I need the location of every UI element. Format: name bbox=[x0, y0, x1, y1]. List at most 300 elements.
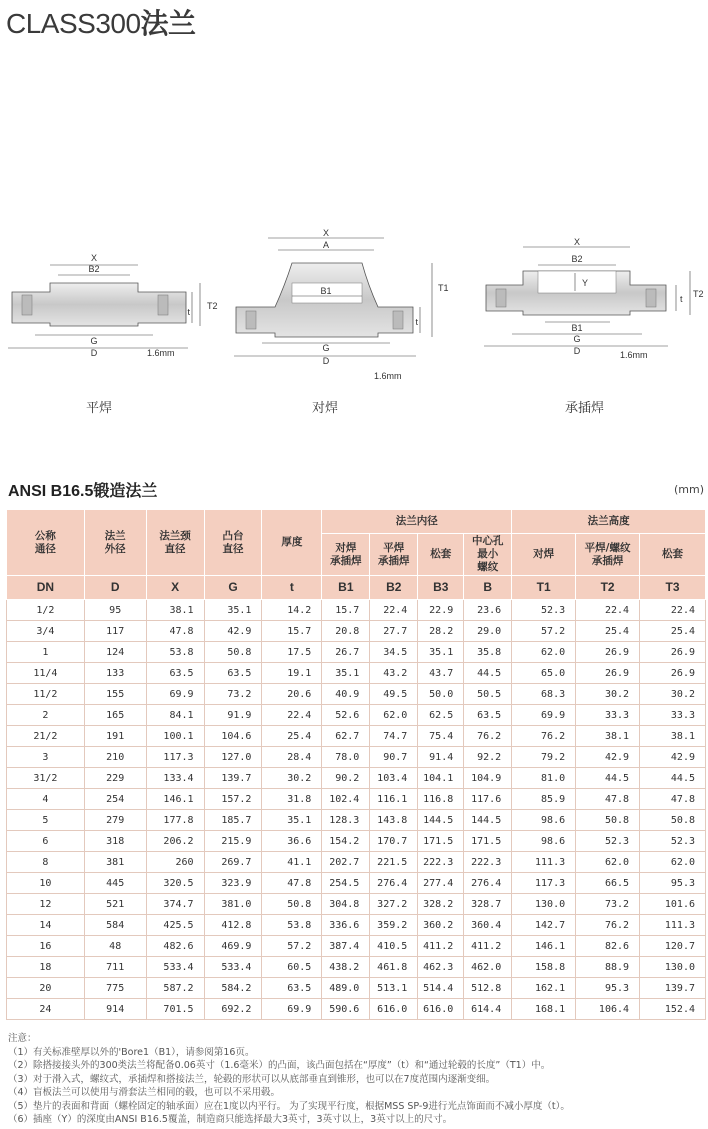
dim-x: X bbox=[90, 253, 98, 263]
cell-b2: 103.4 bbox=[370, 768, 418, 789]
cell-dn: 6 bbox=[7, 831, 85, 852]
note-item: （4）盲板法兰可以使用与滑套法兰相同的毂，也可以不采用毂。 bbox=[8, 1087, 281, 1098]
cell-t3: 38.1 bbox=[640, 726, 706, 747]
cell-b2: 22.4 bbox=[370, 600, 418, 621]
cell-dn: 5 bbox=[7, 810, 85, 831]
cell-t3: 25.4 bbox=[640, 621, 706, 642]
cell-thick: 53.8 bbox=[262, 915, 322, 936]
table-row bbox=[7, 642, 706, 663]
cell-t3: 42.9 bbox=[640, 747, 706, 768]
header-b-cn: 中心孔 最小 螺纹 bbox=[464, 534, 512, 576]
cell-b3: 222.3 bbox=[418, 852, 464, 873]
cell-neck: 100.1 bbox=[146, 726, 204, 747]
cell-thick: 15.7 bbox=[262, 621, 322, 642]
cell-t3: 152.4 bbox=[640, 999, 706, 1020]
cell-t3: 22.4 bbox=[640, 600, 706, 621]
cell-t1: 162.1 bbox=[512, 978, 576, 999]
socket-weld-label: 承插焊 bbox=[565, 401, 605, 416]
header-b2: B2 bbox=[370, 576, 418, 600]
cell-b1: 62.7 bbox=[322, 726, 370, 747]
cell-boss: 381.0 bbox=[204, 894, 262, 915]
cell-neck: 177.8 bbox=[146, 810, 204, 831]
dim-d: D bbox=[90, 348, 98, 358]
cell-b1: 254.5 bbox=[322, 873, 370, 894]
cell-od: 210 bbox=[84, 747, 146, 768]
cell-b3: 22.9 bbox=[418, 600, 464, 621]
cell-t2: 62.0 bbox=[576, 852, 640, 873]
weld-neck-diagram bbox=[234, 228, 449, 381]
dim-x: X bbox=[573, 237, 581, 247]
cell-t2: 52.3 bbox=[576, 831, 640, 852]
cell-b3: 277.4 bbox=[418, 873, 464, 894]
cell-b1: 590.6 bbox=[322, 999, 370, 1020]
cell-dn: 21/2 bbox=[7, 726, 85, 747]
cell-b: 104.9 bbox=[464, 768, 512, 789]
cell-boss: 584.2 bbox=[204, 978, 262, 999]
cell-od: 133 bbox=[84, 663, 146, 684]
cell-boss: 73.2 bbox=[204, 684, 262, 705]
cell-b3: 328.2 bbox=[418, 894, 464, 915]
header-od-cn: 法兰 外径 bbox=[84, 510, 146, 576]
table-row bbox=[7, 621, 706, 642]
header-t3-cn: 松套 bbox=[640, 534, 706, 576]
cell-t3: 95.3 bbox=[640, 873, 706, 894]
cell-od: 279 bbox=[84, 810, 146, 831]
cell-b1: 90.2 bbox=[322, 768, 370, 789]
cell-b2: 90.7 bbox=[370, 747, 418, 768]
cell-boss: 323.9 bbox=[204, 873, 262, 894]
cell-b: 276.4 bbox=[464, 873, 512, 894]
cell-thick: 57.2 bbox=[262, 936, 322, 957]
cell-dn: 31/2 bbox=[7, 768, 85, 789]
header-bore-group: 法兰内径 bbox=[322, 510, 512, 534]
cell-boss: 63.5 bbox=[204, 663, 262, 684]
cell-boss: 127.0 bbox=[204, 747, 262, 768]
cell-b3: 616.0 bbox=[418, 999, 464, 1020]
cell-b2: 170.7 bbox=[370, 831, 418, 852]
cell-t3: 120.7 bbox=[640, 936, 706, 957]
cell-t1: 52.3 bbox=[512, 600, 576, 621]
cell-b2: 616.0 bbox=[370, 999, 418, 1020]
cell-b3: 116.8 bbox=[418, 789, 464, 810]
cell-thick: 36.6 bbox=[262, 831, 322, 852]
cell-t3: 111.3 bbox=[640, 915, 706, 936]
notes-heading: 注意： bbox=[8, 1033, 37, 1044]
cell-dn: 4 bbox=[7, 789, 85, 810]
slip-on-label: 平焊 bbox=[86, 401, 113, 416]
header-boss-cn: 凸台 直径 bbox=[204, 510, 262, 576]
cell-dn: 2 bbox=[7, 705, 85, 726]
cell-t1: 98.6 bbox=[512, 831, 576, 852]
cell-t1: 69.9 bbox=[512, 705, 576, 726]
header-b: B bbox=[464, 576, 512, 600]
cell-b: 23.6 bbox=[464, 600, 512, 621]
cell-od: 95 bbox=[84, 600, 146, 621]
cell-t3: 52.3 bbox=[640, 831, 706, 852]
header-b3: B3 bbox=[418, 576, 464, 600]
cell-dn: 20 bbox=[7, 978, 85, 999]
cell-thick: 25.4 bbox=[262, 726, 322, 747]
cell-b: 360.4 bbox=[464, 915, 512, 936]
cell-b3: 91.4 bbox=[418, 747, 464, 768]
cell-t2: 50.8 bbox=[576, 810, 640, 831]
header-dn: DN bbox=[7, 576, 85, 600]
cell-b: 171.5 bbox=[464, 831, 512, 852]
cell-b1: 489.0 bbox=[322, 978, 370, 999]
cell-b1: 304.8 bbox=[322, 894, 370, 915]
header-b3-cn: 松套 bbox=[418, 534, 464, 576]
table-row bbox=[7, 831, 706, 852]
cell-neck: 146.1 bbox=[146, 789, 204, 810]
cell-t2: 76.2 bbox=[576, 915, 640, 936]
cell-thick: 69.9 bbox=[262, 999, 322, 1020]
cell-dn: 3 bbox=[7, 747, 85, 768]
cell-dn: 8 bbox=[7, 852, 85, 873]
cell-neck: 587.2 bbox=[146, 978, 204, 999]
cell-boss: 692.2 bbox=[204, 999, 262, 1020]
cell-thick: 35.1 bbox=[262, 810, 322, 831]
flange-spec-table bbox=[6, 509, 706, 1020]
cell-b: 512.8 bbox=[464, 978, 512, 999]
cell-t1: 62.0 bbox=[512, 642, 576, 663]
cell-t1: 81.0 bbox=[512, 768, 576, 789]
cell-thick: 14.2 bbox=[262, 600, 322, 621]
cell-neck: 84.1 bbox=[146, 705, 204, 726]
header-dn-cn: 公称 通径 bbox=[7, 510, 85, 576]
cell-od: 229 bbox=[84, 768, 146, 789]
cell-t1: 146.1 bbox=[512, 936, 576, 957]
cell-b2: 410.5 bbox=[370, 936, 418, 957]
dim-b2: B2 bbox=[88, 264, 100, 274]
cell-od: 584 bbox=[84, 915, 146, 936]
cell-neck: 533.4 bbox=[146, 957, 204, 978]
dim-b1: B1 bbox=[320, 286, 332, 296]
cell-t3: 101.6 bbox=[640, 894, 706, 915]
notes bbox=[8, 1032, 570, 1127]
cell-t1: 130.0 bbox=[512, 894, 576, 915]
cell-b3: 75.4 bbox=[418, 726, 464, 747]
cell-t3: 50.8 bbox=[640, 810, 706, 831]
cell-t3: 26.9 bbox=[640, 663, 706, 684]
dim-t2: T2 bbox=[207, 301, 218, 311]
dim-raised-face: 1.6mm bbox=[147, 348, 175, 358]
cell-thick: 17.5 bbox=[262, 642, 322, 663]
note-item: （5）垫片的表面和背面（螺栓固定的轴承面）应在1度以内平行。 为了实现平行度，根据MSS SP-9进行光点饰面而不减小厚度（t）。 bbox=[8, 1100, 570, 1112]
dim-g: G bbox=[90, 336, 98, 346]
cell-b1: 78.0 bbox=[322, 747, 370, 768]
cell-od: 914 bbox=[84, 999, 146, 1020]
cell-neck: 63.5 bbox=[146, 663, 204, 684]
header-t2-cn: 平焊/螺纹 承插焊 bbox=[576, 534, 640, 576]
header-t1: T1 bbox=[512, 576, 576, 600]
cell-boss: 533.4 bbox=[204, 957, 262, 978]
table-row bbox=[7, 768, 706, 789]
dim-x: X bbox=[322, 228, 330, 238]
cell-t1: 142.7 bbox=[512, 915, 576, 936]
cell-b1: 154.2 bbox=[322, 831, 370, 852]
cell-t3: 26.9 bbox=[640, 642, 706, 663]
page-title: CLASS300法兰 bbox=[6, 8, 196, 39]
cell-dn: 16 bbox=[7, 936, 85, 957]
header-od: D bbox=[84, 576, 146, 600]
dim-t: t bbox=[680, 294, 683, 304]
cell-b3: 171.5 bbox=[418, 831, 464, 852]
cell-b2: 143.8 bbox=[370, 810, 418, 831]
cell-b: 35.8 bbox=[464, 642, 512, 663]
cell-t1: 68.3 bbox=[512, 684, 576, 705]
cell-b2: 327.2 bbox=[370, 894, 418, 915]
dim-a: A bbox=[322, 240, 330, 250]
cell-b1: 52.6 bbox=[322, 705, 370, 726]
cell-od: 165 bbox=[84, 705, 146, 726]
cell-thick: 19.1 bbox=[262, 663, 322, 684]
table-row bbox=[7, 684, 706, 705]
cell-dn: 3/4 bbox=[7, 621, 85, 642]
cell-b2: 116.1 bbox=[370, 789, 418, 810]
dim-d: D bbox=[573, 346, 581, 356]
cell-od: 445 bbox=[84, 873, 146, 894]
cell-dn: 11/4 bbox=[7, 663, 85, 684]
cell-dn: 11/2 bbox=[7, 684, 85, 705]
cell-b: 50.5 bbox=[464, 684, 512, 705]
dim-raised-face: 1.6mm bbox=[620, 350, 648, 360]
cell-boss: 157.2 bbox=[204, 789, 262, 810]
cell-thick: 31.8 bbox=[262, 789, 322, 810]
dim-y: Y bbox=[582, 278, 589, 288]
header-thick: t bbox=[262, 576, 322, 600]
cell-b3: 411.2 bbox=[418, 936, 464, 957]
note-item: （3）对于滑入式，螺纹式，承插焊和搭接法兰，轮毂的形状可以从底部垂直到锥形，也可以在7度范围内逐渐变细。 bbox=[8, 1073, 496, 1085]
header-neck-cn: 法兰颈 直径 bbox=[146, 510, 204, 576]
cell-t2: 33.3 bbox=[576, 705, 640, 726]
cell-t2: 82.6 bbox=[576, 936, 640, 957]
header-neck: X bbox=[146, 576, 204, 600]
header-thick-cn: 厚度 bbox=[262, 510, 322, 576]
header-t3: T3 bbox=[640, 576, 706, 600]
table-row bbox=[7, 789, 706, 810]
cell-neck: 53.8 bbox=[146, 642, 204, 663]
cell-t1: 65.0 bbox=[512, 663, 576, 684]
cell-b: 462.0 bbox=[464, 957, 512, 978]
cell-od: 318 bbox=[84, 831, 146, 852]
cell-neck: 69.9 bbox=[146, 684, 204, 705]
dim-g: G bbox=[573, 334, 581, 344]
table-row bbox=[7, 747, 706, 768]
cell-t1: 76.2 bbox=[512, 726, 576, 747]
cell-t2: 44.5 bbox=[576, 768, 640, 789]
header-b1: B1 bbox=[322, 576, 370, 600]
cell-b1: 102.4 bbox=[322, 789, 370, 810]
cell-t2: 42.9 bbox=[576, 747, 640, 768]
cell-od: 521 bbox=[84, 894, 146, 915]
cell-t3: 130.0 bbox=[640, 957, 706, 978]
cell-neck: 425.5 bbox=[146, 915, 204, 936]
table-row bbox=[7, 852, 706, 873]
cell-dn: 24 bbox=[7, 999, 85, 1020]
cell-b: 614.4 bbox=[464, 999, 512, 1020]
cell-t1: 111.3 bbox=[512, 852, 576, 873]
cell-b1: 202.7 bbox=[322, 852, 370, 873]
cell-t3: 62.0 bbox=[640, 852, 706, 873]
cell-boss: 35.1 bbox=[204, 600, 262, 621]
cell-t3: 30.2 bbox=[640, 684, 706, 705]
cell-neck: 482.6 bbox=[146, 936, 204, 957]
dim-t: t bbox=[415, 317, 418, 327]
cell-boss: 269.7 bbox=[204, 852, 262, 873]
cell-dn: 10 bbox=[7, 873, 85, 894]
cell-b1: 15.7 bbox=[322, 600, 370, 621]
header-boss: G bbox=[204, 576, 262, 600]
cell-b3: 462.3 bbox=[418, 957, 464, 978]
cell-t3: 33.3 bbox=[640, 705, 706, 726]
cell-neck: 117.3 bbox=[146, 747, 204, 768]
cell-od: 381 bbox=[84, 852, 146, 873]
dim-b1: B1 bbox=[571, 323, 583, 333]
cell-t1: 79.2 bbox=[512, 747, 576, 768]
dim-t1: T1 bbox=[438, 283, 449, 293]
cell-b2: 34.5 bbox=[370, 642, 418, 663]
header-b1-cn: 对焊 承插焊 bbox=[322, 534, 370, 576]
cell-od: 191 bbox=[84, 726, 146, 747]
cell-b3: 144.5 bbox=[418, 810, 464, 831]
cell-t2: 73.2 bbox=[576, 894, 640, 915]
cell-thick: 20.6 bbox=[262, 684, 322, 705]
cell-boss: 139.7 bbox=[204, 768, 262, 789]
cell-b3: 514.4 bbox=[418, 978, 464, 999]
cell-t2: 38.1 bbox=[576, 726, 640, 747]
table-row bbox=[7, 726, 706, 747]
cell-t2: 66.5 bbox=[576, 873, 640, 894]
cell-t1: 98.6 bbox=[512, 810, 576, 831]
cell-b3: 104.1 bbox=[418, 768, 464, 789]
cell-b1: 438.2 bbox=[322, 957, 370, 978]
cell-t1: 158.8 bbox=[512, 957, 576, 978]
socket-weld-diagram bbox=[484, 237, 704, 360]
flange-diagrams bbox=[0, 225, 708, 425]
cell-boss: 215.9 bbox=[204, 831, 262, 852]
cell-neck: 133.4 bbox=[146, 768, 204, 789]
cell-neck: 260 bbox=[146, 852, 204, 873]
cell-t1: 57.2 bbox=[512, 621, 576, 642]
cell-b3: 360.2 bbox=[418, 915, 464, 936]
cell-boss: 42.9 bbox=[204, 621, 262, 642]
cell-b2: 276.4 bbox=[370, 873, 418, 894]
cell-b2: 27.7 bbox=[370, 621, 418, 642]
cell-boss: 91.9 bbox=[204, 705, 262, 726]
cell-b: 44.5 bbox=[464, 663, 512, 684]
table-row bbox=[7, 936, 706, 957]
cell-thick: 22.4 bbox=[262, 705, 322, 726]
cell-od: 117 bbox=[84, 621, 146, 642]
table-row bbox=[7, 873, 706, 894]
cell-b3: 50.0 bbox=[418, 684, 464, 705]
header-t1-cn: 对焊 bbox=[512, 534, 576, 576]
cell-b3: 62.5 bbox=[418, 705, 464, 726]
cell-dn: 1 bbox=[7, 642, 85, 663]
cell-b1: 336.6 bbox=[322, 915, 370, 936]
cell-b: 76.2 bbox=[464, 726, 512, 747]
slip-on-diagram bbox=[8, 253, 218, 358]
cell-thick: 60.5 bbox=[262, 957, 322, 978]
cell-b2: 359.2 bbox=[370, 915, 418, 936]
cell-thick: 47.8 bbox=[262, 873, 322, 894]
cell-b: 92.2 bbox=[464, 747, 512, 768]
cell-thick: 63.5 bbox=[262, 978, 322, 999]
table-row bbox=[7, 600, 706, 621]
cell-b2: 513.1 bbox=[370, 978, 418, 999]
cell-od: 775 bbox=[84, 978, 146, 999]
cell-od: 124 bbox=[84, 642, 146, 663]
cell-b2: 74.7 bbox=[370, 726, 418, 747]
cell-b2: 62.0 bbox=[370, 705, 418, 726]
dim-g: G bbox=[322, 343, 330, 353]
cell-od: 155 bbox=[84, 684, 146, 705]
cell-dn: 1/2 bbox=[7, 600, 85, 621]
cell-boss: 469.9 bbox=[204, 936, 262, 957]
table-row bbox=[7, 705, 706, 726]
dim-raised-face: 1.6mm bbox=[374, 371, 402, 381]
cell-t2: 95.3 bbox=[576, 978, 640, 999]
cell-neck: 320.5 bbox=[146, 873, 204, 894]
cell-thick: 41.1 bbox=[262, 852, 322, 873]
cell-t2: 25.4 bbox=[576, 621, 640, 642]
table-row bbox=[7, 663, 706, 684]
cell-t2: 26.9 bbox=[576, 663, 640, 684]
cell-t3: 47.8 bbox=[640, 789, 706, 810]
note-item: （2）除搭接接头外的300类法兰将配备0.06英寸（1.6毫米）的凸面，该凸面包括在“厚度”（t）和“通过轮毂的长度”（T1）中。 bbox=[8, 1060, 551, 1071]
table-row bbox=[7, 957, 706, 978]
cell-b: 117.6 bbox=[464, 789, 512, 810]
cell-t3: 44.5 bbox=[640, 768, 706, 789]
cell-b1: 40.9 bbox=[322, 684, 370, 705]
cell-t2: 47.8 bbox=[576, 789, 640, 810]
table-body bbox=[7, 600, 706, 1020]
header-b2-cn: 平焊 承插焊 bbox=[370, 534, 418, 576]
cell-b2: 49.5 bbox=[370, 684, 418, 705]
cell-b1: 20.8 bbox=[322, 621, 370, 642]
cell-b3: 35.1 bbox=[418, 642, 464, 663]
cell-neck: 47.8 bbox=[146, 621, 204, 642]
cell-t1: 85.9 bbox=[512, 789, 576, 810]
cell-t2: 88.9 bbox=[576, 957, 640, 978]
cell-b2: 221.5 bbox=[370, 852, 418, 873]
cell-b1: 35.1 bbox=[322, 663, 370, 684]
unit-label: (mm) bbox=[673, 483, 704, 496]
table-title: ANSI B16.5锻造法兰 bbox=[8, 483, 158, 500]
cell-dn: 18 bbox=[7, 957, 85, 978]
cell-neck: 374.7 bbox=[146, 894, 204, 915]
cell-dn: 14 bbox=[7, 915, 85, 936]
note-item: （6）插座（Y）的深度由ANSI B16.5覆盖，制造商只能选择最大3英寸，3英寸以上，3英寸以上的尺寸。 bbox=[8, 1114, 453, 1125]
cell-boss: 185.7 bbox=[204, 810, 262, 831]
cell-boss: 50.8 bbox=[204, 642, 262, 663]
cell-b: 29.0 bbox=[464, 621, 512, 642]
cell-t1: 117.3 bbox=[512, 873, 576, 894]
cell-thick: 30.2 bbox=[262, 768, 322, 789]
cell-od: 711 bbox=[84, 957, 146, 978]
cell-t2: 30.2 bbox=[576, 684, 640, 705]
cell-t2: 106.4 bbox=[576, 999, 640, 1020]
weld-neck-label: 对焊 bbox=[312, 401, 339, 416]
cell-b3: 28.2 bbox=[418, 621, 464, 642]
note-item: （1）有关标准壁厚以外的'Bore1（B1），请参阅第16页。 bbox=[8, 1046, 255, 1058]
cell-b: 328.7 bbox=[464, 894, 512, 915]
cell-dn: 12 bbox=[7, 894, 85, 915]
table-row bbox=[7, 915, 706, 936]
dim-d: D bbox=[322, 356, 330, 366]
cell-neck: 206.2 bbox=[146, 831, 204, 852]
cell-t2: 26.9 bbox=[576, 642, 640, 663]
